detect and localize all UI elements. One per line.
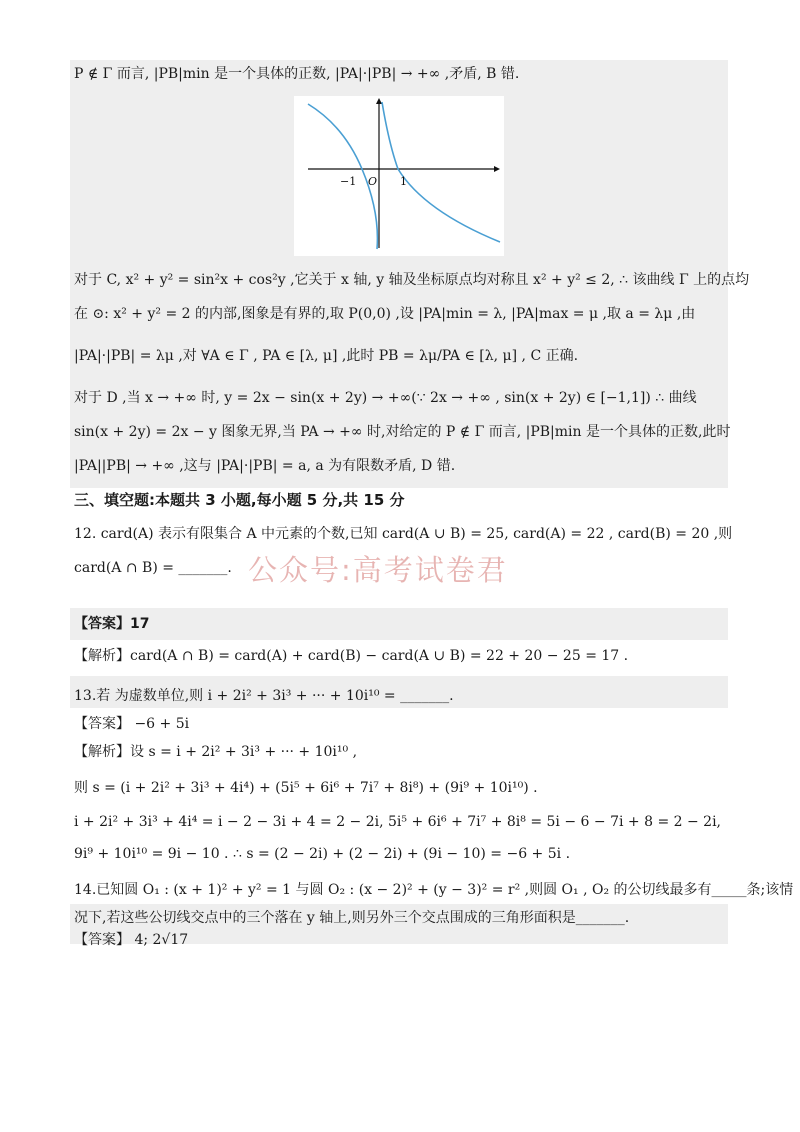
answer-12: 【答案】17 (74, 616, 150, 632)
solution-13-line: 【解析】设 s = i + 2i² + 3i³ + ··· + 10i¹⁰ , (74, 744, 358, 760)
section-heading: 三、填空题:本题共 3 小题,每小题 5 分,共 15 分 (74, 491, 405, 509)
question-13: 13.若 为虚数单位,则 i + 2i² + 3i³ + ··· + 10i¹⁰ = _______. (74, 688, 454, 704)
text-line: |PA|·|PB| = λμ ,对 ∀A ∈ Γ , PA ∈ [λ, μ] ,此时 PB = λμ/PA ∈ [λ, μ] , C 正确. (74, 348, 579, 364)
answer-13: 【答案】 −6 + 5i (74, 716, 190, 732)
text-line: sin(x + 2y) = 2x − y 图象无界,当 PA → +∞ 时,对给定的 P ∉ Γ 而言, |PB|min 是一个具体的正数,此时 (74, 424, 731, 440)
question-14: 14.已知圆 O₁ : (x + 1)² + y² = 1 与圆 O₂ : (x − 2)² + (y − 3)² = r² ,则圆 O₁ , O₂ 的公切线最多有_____条;该情 (74, 882, 794, 898)
question-12: 12. card(A) 表示有限集合 A 中元素的个数,已知 card(A ∪ B) = 25, card(A) = 22 , card(B) = 20 ,则 (74, 526, 733, 542)
text-line: 对于 C, x² + y² = sin²x + cos²y ,它关于 x 轴, y 轴及坐标原点均对称且 x² + y² ≤ 2, ∴ 该曲线 Γ 上的点均 (74, 272, 750, 288)
text-line: |PA||PB| → +∞ ,这与 |PA|·|PB| = a, a 为有限数矛盾, D 错. (74, 458, 456, 474)
solution-13-line: i + 2i² + 3i³ + 4i⁴ = i − 2 − 3i + 4 = 2 − 2i, 5i⁵ + 6i⁶ + 7i⁷ + 8i⁸ = 5i − 6 − 7i + 8 = 2 − 2i, (74, 814, 722, 830)
watermark: 公众号:高考试卷君 (248, 553, 508, 587)
text-line: 在 ⊙: x² + y² = 2 的内部,图象是有界的,取 P(0,0) ,设 |PA|min = λ, |PA|max = μ ,取 a = λμ ,由 (74, 306, 696, 322)
label-origin: O (368, 175, 378, 188)
answer-14: 【答案】 4; 2√17 (74, 932, 189, 948)
text-line: P ∉ Γ 而言, |PB|min 是一个具体的正数, |PA|·|PB| → +∞ ,矛盾, B 错. (74, 66, 520, 82)
label-neg-one: −1 (340, 175, 357, 188)
solution-12: 【解析】card(A ∩ B) = card(A) + card(B) − card(A ∪ B) = 22 + 20 − 25 = 17 . (74, 648, 629, 664)
question-14-cont: 况下,若这些公切线交点中的三个落在 y 轴上,则另外三个交点围成的三角形面积是_______. (74, 910, 630, 926)
solution-13-line: 9i⁹ + 10i¹⁰ = 9i − 10 . ∴ s = (2 − 2i) + (2 − 2i) + (9i − 10) = −6 + 5i . (74, 846, 571, 862)
shaded-answer-12 (70, 608, 728, 640)
function-graph (294, 96, 504, 256)
text-line: 对于 D ,当 x → +∞ 时, y = 2x − sin(x + 2y) → +∞(∵ 2x → +∞ , sin(x + 2y) ∈ [−1,1]) ∴ 曲线 (74, 390, 697, 406)
label-one: 1 (400, 175, 407, 188)
question-12-blank: card(A ∩ B) = _______. (74, 560, 232, 576)
solution-13-line: 则 s = (i + 2i² + 3i³ + 4i⁴) + (5i⁵ + 6i⁶ + 7i⁷ + 8i⁸) + (9i⁹ + 10i¹⁰) . (74, 780, 538, 796)
